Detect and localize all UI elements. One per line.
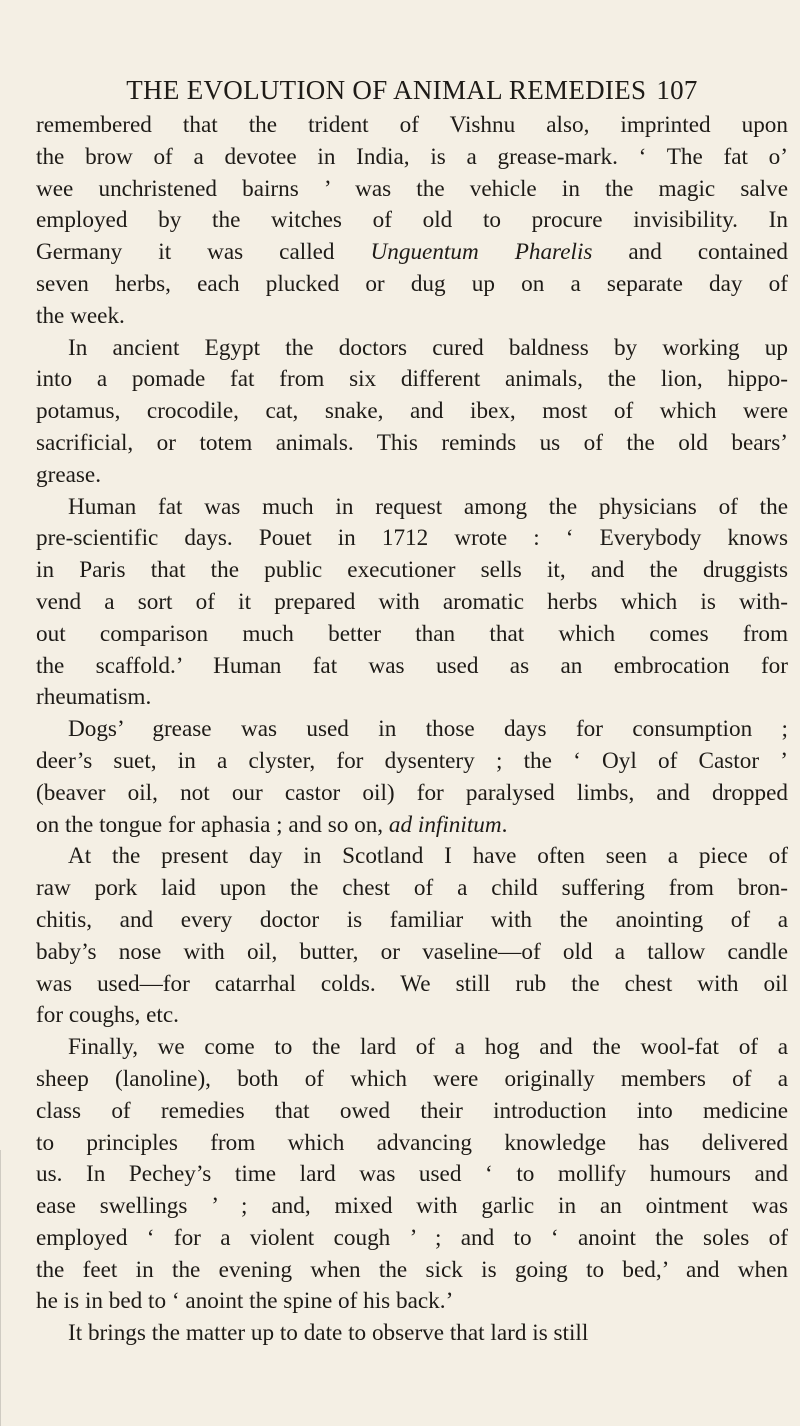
text-line: potamus, crocodile, cat, snake, and ibex, most of which were	[36, 398, 788, 425]
text-line: wee unchristened bairns ’ was the vehicle in the magic salve	[36, 175, 788, 202]
text-line: ease swellings ’ ; and, mixed with garlic in an ointment was	[36, 1193, 788, 1220]
text-line: grease.	[36, 461, 102, 488]
paragraph	[36, 492, 788, 715]
text-line: the scaffold.’ Human fat was used as an embrocation for	[36, 652, 788, 679]
text-line: sacrificial, or totem animals. This reminds us of the old bears’	[36, 429, 788, 456]
text-line: (beaver oil, not our castor oil) for paralysed limbs, and dropped	[36, 779, 788, 806]
text-line: Germany it was called Unguentum Pharelis and contained	[36, 239, 788, 266]
text-line: was used—for catarrhal colds. We still rub the chest with oil	[36, 970, 788, 997]
text-line: us. In Pechey’s time lard was used ‘ to mollify humours and	[36, 1161, 788, 1188]
paragraph	[36, 714, 788, 841]
page-number: 107	[656, 75, 698, 105]
text-line: In ancient Egypt the doctors cured baldness by working up	[68, 334, 788, 361]
text-line: deer’s suet, in a clyster, for dysentery ; the ‘ Oyl of Castor ’	[36, 747, 788, 774]
text-line: on the tongue for aphasia ; and so on, ad infinitum.	[36, 811, 508, 838]
text-line: seven herbs, each plucked or dug up on a separate day of	[36, 270, 788, 297]
text-line: vend a sort of it prepared with aromatic herbs which is with-	[36, 588, 788, 615]
paragraph	[36, 1032, 788, 1318]
text-line: It brings the matter up to date to observe that lard is still	[68, 1320, 589, 1347]
text-line: raw pork laid upon the chest of a child suffering from bron-	[36, 875, 788, 902]
book-page	[36, 74, 788, 1350]
running-title: THE EVOLUTION OF ANIMAL REMEDIES	[126, 75, 647, 105]
text-line: the feet in the evening when the sick is going to bed,’ and when	[36, 1256, 788, 1283]
text-line: pre-scientific days. Pouet in 1712 wrote : ‘ Everybody knows	[36, 525, 788, 552]
latin-phrase: Unguentum Pharelis	[370, 239, 593, 266]
text-line: to principles from which advancing knowledge has delivered	[36, 1129, 788, 1156]
text-line: the week.	[36, 302, 125, 329]
text-line: baby’s nose with oil, butter, or vaseline—of old a tallow candle	[36, 938, 788, 965]
text-line: employed ‘ for a violent cough ’ ; and to ‘ anoint the soles of	[36, 1224, 788, 1251]
paragraph	[36, 1318, 788, 1350]
text-line: remembered that the trident of Vishnu also, imprinted upon	[36, 112, 788, 138]
page-gutter-shadow	[0, 1150, 9, 1426]
text-line: employed by the witches of old to procure invisibility. In	[36, 207, 788, 234]
text-line: in Paris that the public executioner sells it, and the druggists	[36, 557, 788, 584]
text-line: out comparison much better than that which comes from	[36, 620, 788, 647]
text-line: Finally, we come to the lard of a hog and the wool-fat of a	[68, 1034, 788, 1061]
paragraph	[36, 110, 788, 333]
text-line: the brow of a devotee in India, is a grease-mark. ‘ The fat o’	[36, 143, 788, 170]
text-line: he is in bed to ‘ anoint the spine of his back.’	[36, 1288, 454, 1315]
text-line: class of remedies that owed their introduction into medicine	[36, 1097, 788, 1124]
text-line: for coughs, etc.	[36, 1002, 179, 1029]
body-text	[36, 110, 788, 1350]
latin-phrase: ad infinitum	[388, 811, 502, 838]
text-line: Human fat was much in request among the physicians of the	[68, 493, 788, 520]
running-header	[36, 74, 788, 106]
paragraph	[36, 841, 788, 1032]
paragraph	[36, 333, 788, 492]
text-line: into a pomade fat from six different animals, the lion, hippo-	[36, 366, 788, 393]
text-line: sheep (lanoline), both of which were originally members of a	[36, 1065, 788, 1092]
text-line: At the present day in Scotland I have often seen a piece of	[68, 843, 788, 870]
text-line: Dogs’ grease was used in those days for consumption ;	[68, 716, 788, 743]
text-line: rheumatism.	[36, 684, 152, 711]
text-line: chitis, and every doctor is familiar with the anointing of a	[36, 906, 788, 933]
